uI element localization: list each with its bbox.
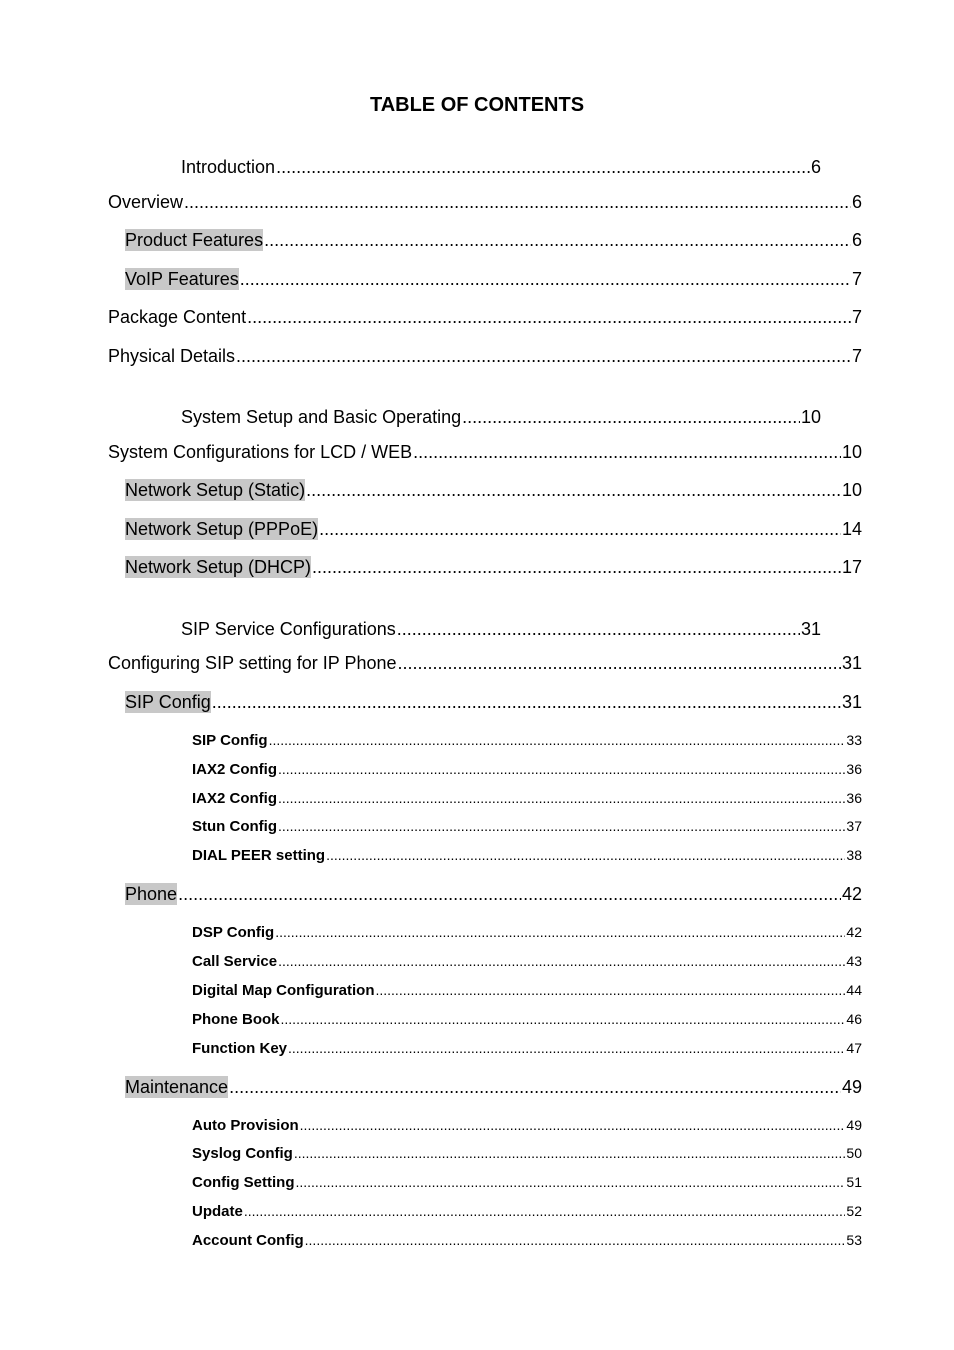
toc-entry-label: Call Service xyxy=(192,953,278,970)
toc-entry[interactable] xyxy=(108,345,862,367)
toc-entry-page-number: 38 xyxy=(846,847,862,863)
toc-entry-label: Network Setup (DHCP) xyxy=(125,557,312,577)
toc-entry[interactable] xyxy=(192,1231,862,1250)
toc-entry[interactable] xyxy=(192,760,862,779)
toc-entry-label: Digital Map Configuration xyxy=(192,982,375,999)
toc-entry-page-number: 49 xyxy=(846,1117,862,1133)
toc-entry-page-number: 17 xyxy=(841,557,862,577)
toc-dot-leader xyxy=(184,191,851,213)
toc-entry[interactable] xyxy=(125,1076,862,1098)
toc-entry-page-number: 42 xyxy=(841,884,862,904)
toc-entry-page-number: 31 xyxy=(841,692,862,712)
toc-entry-label: DIAL PEER setting xyxy=(192,847,326,864)
toc-entry-label: Maintenance xyxy=(125,1077,229,1097)
toc-entry[interactable] xyxy=(192,981,862,1000)
toc-dot-leader xyxy=(269,731,846,750)
toc-entry-page-number: 10 xyxy=(800,407,821,427)
toc-entry-label: SIP Config xyxy=(125,692,211,712)
toc-entry-label: VoIP Features xyxy=(125,269,239,289)
toc-dot-leader xyxy=(281,1010,846,1029)
toc-entry-label: Introduction xyxy=(181,157,276,177)
toc-entry-label: IAX2 Config xyxy=(192,761,277,778)
toc-dot-leader xyxy=(306,479,841,501)
toc-entry-page-number: 50 xyxy=(846,1145,862,1161)
toc-entry-page-number: 42 xyxy=(846,924,862,940)
toc-entry-label: Phone xyxy=(125,884,178,904)
toc-entry-label: Config Setting xyxy=(192,1174,295,1191)
toc-entry[interactable] xyxy=(192,731,862,750)
toc-entry[interactable] xyxy=(192,1173,862,1192)
toc-entry[interactable] xyxy=(181,618,821,640)
toc-dot-leader xyxy=(312,556,841,578)
toc-entry-label: Stun Config xyxy=(192,818,277,835)
toc-entry-label: DSP Config xyxy=(192,924,275,941)
toc-title: TABLE OF CONTENTS xyxy=(369,94,585,116)
toc-entry-label: SIP Service Configurations xyxy=(181,619,396,639)
toc-entry-page-number: 10 xyxy=(841,480,862,500)
toc-entry[interactable] xyxy=(125,556,862,578)
toc-entry-page-number: 36 xyxy=(846,790,862,806)
toc-dot-leader xyxy=(326,846,845,865)
toc-entry[interactable] xyxy=(192,1010,862,1029)
toc-entry[interactable] xyxy=(108,441,862,463)
toc-entry-page-number: 6 xyxy=(851,192,862,212)
toc-entry-page-number: 52 xyxy=(846,1203,862,1219)
toc-dot-leader xyxy=(278,952,845,971)
toc-entry[interactable] xyxy=(192,1039,862,1058)
toc-entry[interactable] xyxy=(125,268,862,290)
toc-entry[interactable] xyxy=(181,156,821,178)
toc-entry-page-number: 36 xyxy=(846,761,862,777)
toc-entry-page-number: 31 xyxy=(841,653,862,673)
toc-dot-leader xyxy=(288,1039,845,1058)
toc-dot-leader xyxy=(240,268,851,290)
toc-entry[interactable] xyxy=(125,229,862,251)
toc-dot-leader xyxy=(264,229,851,251)
toc-entry[interactable] xyxy=(181,406,821,428)
toc-entry-page-number: 10 xyxy=(841,442,862,462)
toc-dot-leader xyxy=(294,1144,846,1163)
toc-entry-label: Function Key xyxy=(192,1040,288,1057)
toc-dot-leader xyxy=(305,1231,846,1250)
toc-entry-page-number: 6 xyxy=(851,230,862,250)
toc-entry[interactable] xyxy=(192,923,862,942)
toc-dot-leader xyxy=(278,760,845,779)
toc-entry-page-number: 14 xyxy=(841,519,862,539)
toc-entry-page-number: 37 xyxy=(846,818,862,834)
toc-entry-label: Network Setup (Static) xyxy=(125,480,306,500)
toc-entry-label: Configuring SIP setting for IP Phone xyxy=(108,653,397,673)
toc-entry-label: Network Setup (PPPoE) xyxy=(125,519,319,539)
toc-entry-page-number: 7 xyxy=(851,269,862,289)
toc-entry-label: Update xyxy=(192,1203,243,1220)
toc-dot-leader xyxy=(462,406,800,428)
toc-entry[interactable] xyxy=(125,479,862,501)
toc-entry-label: Phone Book xyxy=(192,1011,280,1028)
toc-dot-leader xyxy=(278,817,845,836)
toc-entry[interactable] xyxy=(192,1202,862,1221)
toc-entry-label: Auto Provision xyxy=(192,1117,299,1134)
toc-dot-leader xyxy=(413,441,841,463)
toc-dot-leader xyxy=(375,981,845,1000)
toc-dot-leader xyxy=(275,923,845,942)
toc-entry-page-number: 33 xyxy=(846,732,862,748)
toc-entry-label: Package Content xyxy=(108,307,247,327)
toc-entry[interactable] xyxy=(192,1144,862,1163)
toc-entry-label: Syslog Config xyxy=(192,1145,293,1162)
toc-entry[interactable] xyxy=(125,518,862,540)
toc-entry-label: Physical Details xyxy=(108,346,236,366)
toc-dot-leader xyxy=(278,789,845,808)
toc-entry[interactable] xyxy=(192,952,862,971)
toc-entry-label: IAX2 Config xyxy=(192,790,277,807)
toc-entry-page-number: 44 xyxy=(846,982,862,998)
toc-entry-page-number: 47 xyxy=(846,1040,862,1056)
toc-entry-page-number: 43 xyxy=(846,953,862,969)
toc-entry[interactable] xyxy=(125,883,862,905)
toc-entry-page-number: 51 xyxy=(846,1174,862,1190)
toc-entry-page-number: 46 xyxy=(846,1011,862,1027)
toc-dot-leader xyxy=(300,1116,846,1135)
toc-entry[interactable] xyxy=(192,846,862,865)
toc-entry-page-number: 31 xyxy=(800,619,821,639)
toc-entry-label: SIP Config xyxy=(192,732,268,749)
toc-entry[interactable] xyxy=(108,306,862,328)
toc-entry-page-number: 49 xyxy=(841,1077,862,1097)
toc-entry-page-number: 7 xyxy=(851,307,862,327)
toc-entry[interactable] xyxy=(125,691,862,713)
toc-entry-page-number: 6 xyxy=(810,157,821,177)
toc-dot-leader xyxy=(178,883,841,905)
toc-entry-page-number: 53 xyxy=(846,1232,862,1248)
toc-dot-leader xyxy=(295,1173,845,1192)
toc-entry-label: System Setup and Basic Operating xyxy=(181,407,462,427)
toc-dot-leader xyxy=(319,518,841,540)
toc-dot-leader xyxy=(397,618,800,640)
toc-entry-page-number: 7 xyxy=(851,346,862,366)
toc-entry-label: Overview xyxy=(108,192,184,212)
toc-entry-label: Product Features xyxy=(125,230,264,250)
toc-dot-leader xyxy=(229,1076,841,1098)
toc-dot-leader xyxy=(236,345,851,367)
toc-dot-leader xyxy=(398,652,841,674)
toc-entry-label: System Configurations for LCD / WEB xyxy=(108,442,413,462)
toc-entry-label: Account Config xyxy=(192,1232,304,1249)
toc-entry[interactable] xyxy=(192,789,862,808)
toc-entry[interactable] xyxy=(192,1116,862,1135)
toc-entry[interactable] xyxy=(108,652,862,674)
toc-dot-leader xyxy=(276,156,810,178)
toc-dot-leader xyxy=(212,691,841,713)
toc-entry[interactable] xyxy=(108,191,862,213)
toc-dot-leader xyxy=(247,306,851,328)
toc-entry[interactable] xyxy=(192,817,862,836)
toc-dot-leader xyxy=(244,1202,846,1221)
